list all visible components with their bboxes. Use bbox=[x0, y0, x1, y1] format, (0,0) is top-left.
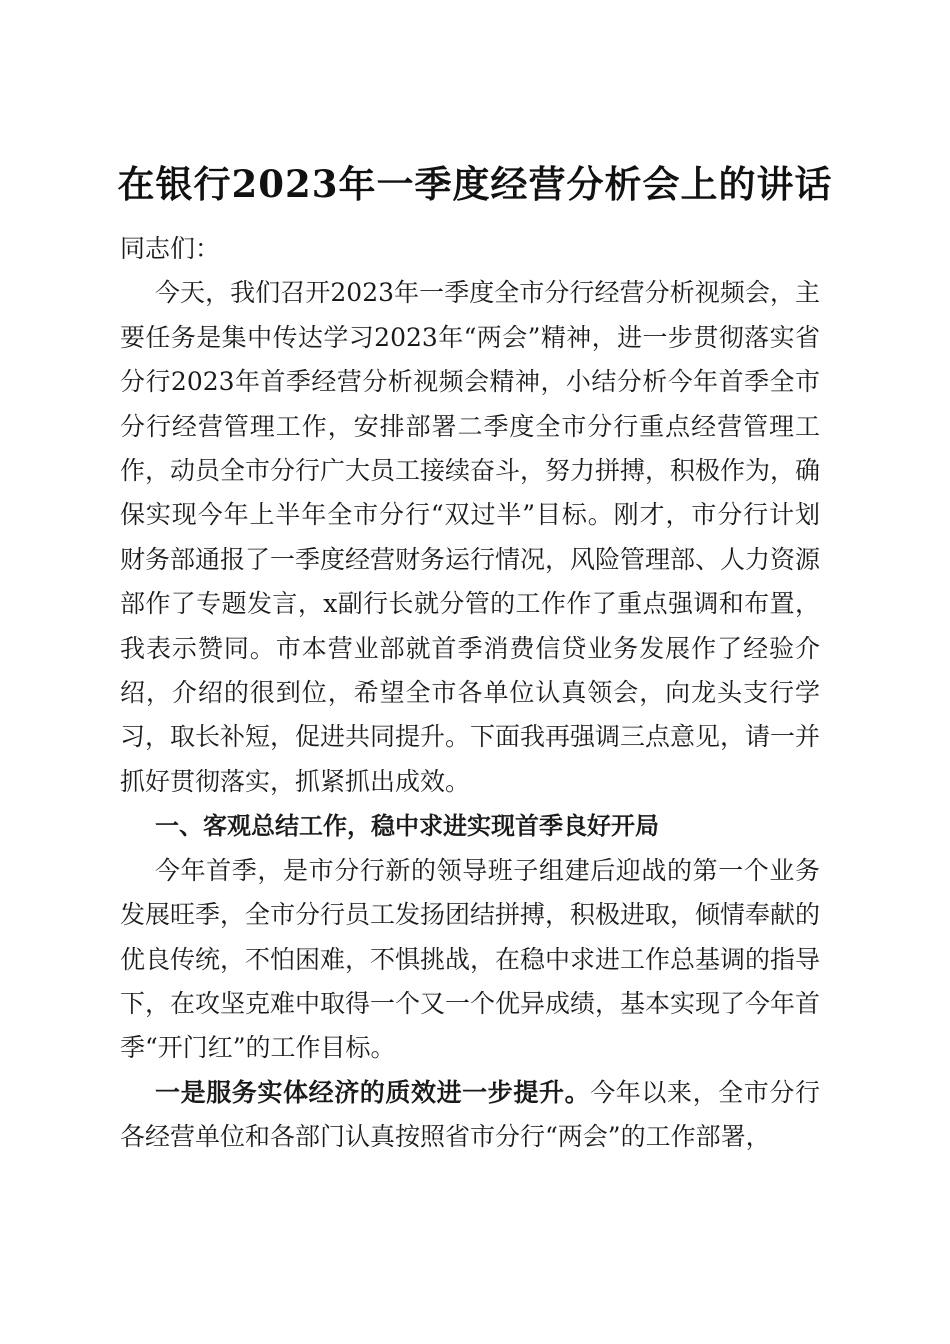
greeting-line: 同志们： bbox=[120, 234, 221, 263]
point-1-lead: 一是服务实体经济的质效进一步提升。 bbox=[155, 1077, 591, 1107]
point-1-text: 今年以来，全市分行各经营单位和各部门认真按照省市分行“两会”的工作部署， bbox=[120, 1077, 820, 1152]
section-heading-1: 一、客观总结工作，稳中求进实现首季良好开局 bbox=[155, 812, 659, 841]
intro-paragraph: 今天，我们召开2023年一季度全市分行经营分析视频会，主要任务是集中传达学习2023年“两会”精神，进一步贯彻落实省分行2023年首季经营分析视频会精神，小结分析今年首季全市分行经营管理工作，安排部署二季度全市分行重点经营管理工作，动员全市分行广大员工接续奋斗，努力拼搏，积极作为，确保实现今年上半年全市分行“双过半”目标。刚才，市分行计划财务部通报了一季度经营财务运行情况，风险管理部、人力资源部作了专题发言，x副行长就分管的工作作了重点强调和布置，我表示赞同。市本营业部就首季消费信贷业务发展作了经验介绍，介绍的很到位，希望全市各单位认真领会，向龙头支行学习，取长补短，促进共同提升。下面我再强调三点意见，请一并抓好贯彻落实，抓紧抓出成效。 bbox=[120, 278, 821, 796]
document-body bbox=[120, 227, 820, 1160]
section-1-paragraph: 今年首季，是市分行新的领导班子组建后迎战的第一个业务发展旺季，全市分行员工发扬团结拼搏，积极进取，倾情奉献的优良传统，不怕困难，不惧挑战，在稳中求进工作总基调的指导下，在攻坚克难中取得一个又一个优异成绩，基本实现了今年首季“开门红”的工作目标。 bbox=[120, 855, 821, 1063]
point-1-paragraph bbox=[120, 1071, 820, 1160]
page-title: 在银行2023年一季度经营分析会上的讲话 bbox=[117, 161, 833, 206]
